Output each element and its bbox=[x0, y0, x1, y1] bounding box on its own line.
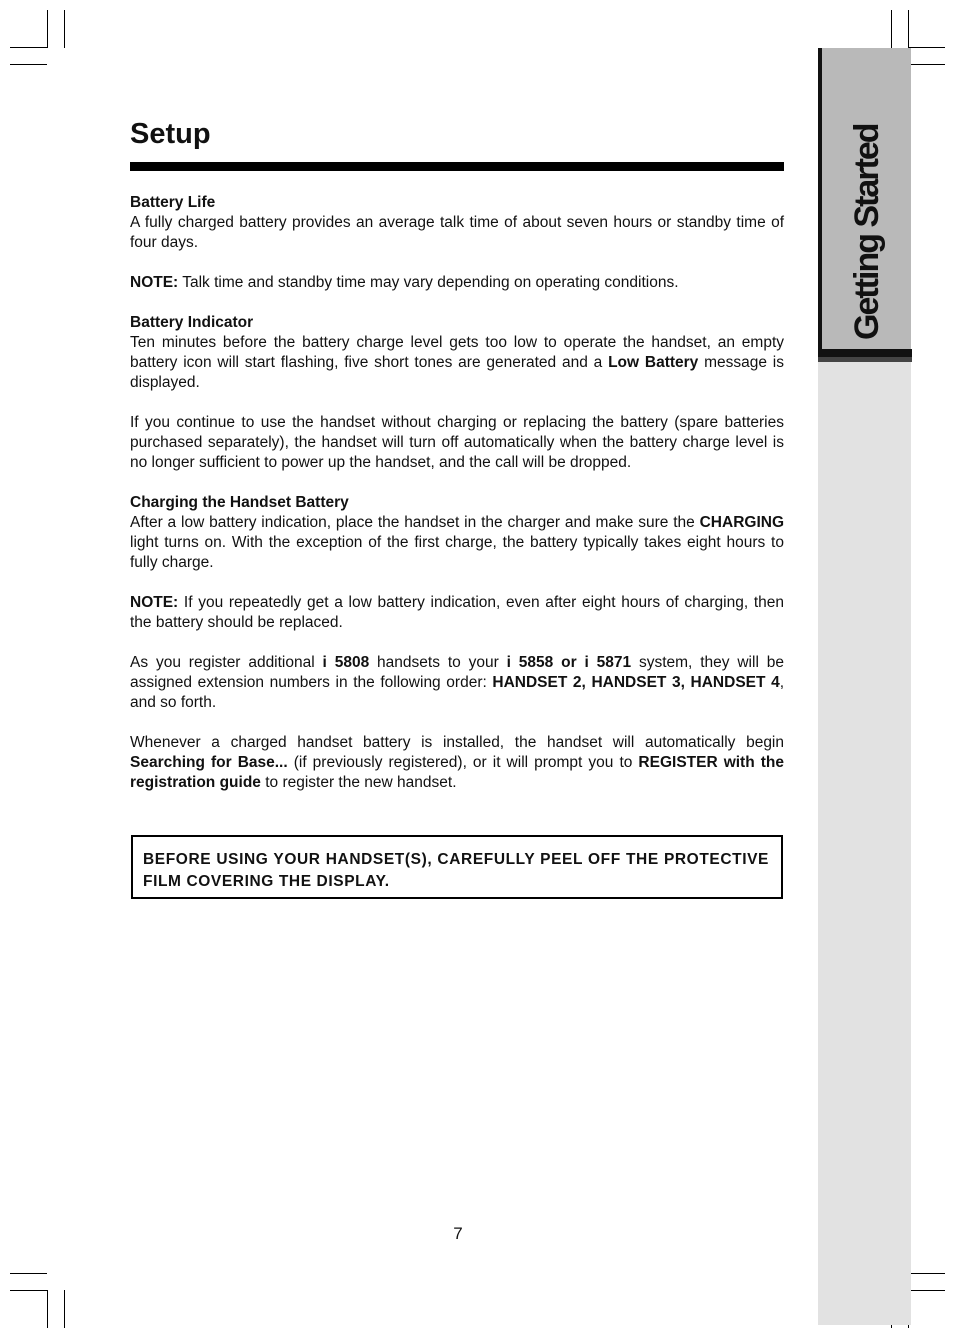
battery-life-text: A fully charged battery provides an average talk time of about seven hours or standby time of four days. bbox=[130, 214, 784, 251]
side-tab-label: Getting Started bbox=[848, 124, 886, 340]
register-text-3: system, they will be assigned extension numbers in the following order: bbox=[130, 654, 784, 691]
note-2-label: NOTE: bbox=[130, 594, 179, 611]
register-model-handset: i 5808 bbox=[322, 654, 370, 671]
note-2 bbox=[130, 593, 784, 633]
page-content bbox=[130, 193, 784, 813]
side-tab-stripe bbox=[818, 48, 822, 352]
notice-box: BEFORE USING YOUR HANDSET(S), CAREFULLY PEEL OFF THE PROTECTIVE FILM COVERING THE DISPLAY. bbox=[131, 835, 783, 899]
battery-indicator-text bbox=[130, 333, 784, 393]
charging-section bbox=[130, 493, 784, 573]
register-text-4: , and so forth. bbox=[130, 674, 785, 711]
register-paragraph bbox=[130, 653, 784, 713]
note-1-label: NOTE: bbox=[130, 274, 179, 291]
note-2-text: If you repeatedly get a low battery indication, even after eight hours of charging, then the battery should be replaced. bbox=[130, 594, 784, 631]
side-tab-bar-shadow bbox=[818, 357, 912, 362]
page-title: Setup bbox=[130, 118, 211, 150]
battery-life-heading: Battery Life bbox=[130, 194, 216, 211]
searching-term: Searching for Base... bbox=[130, 754, 288, 771]
whenever-text-3: to register the new handset. bbox=[260, 774, 457, 791]
charging-term: CHARGING bbox=[699, 514, 784, 531]
battery-indicator-section bbox=[130, 313, 784, 393]
note-1 bbox=[130, 273, 784, 293]
charging-heading: Charging the Handset Battery bbox=[130, 494, 349, 511]
battery-indicator-text-1: Ten minutes before the battery charge level gets too low to operate the handset, an empty battery icon will start flashing, five short tones are generated and a bbox=[130, 334, 784, 371]
whenever-paragraph bbox=[130, 733, 784, 793]
continue-paragraph: If you continue to use the handset without charging or replacing the battery (spare batteries purchased separately), the handset will turn off automatically when the battery charge level is no longer sufficient to power up the handset, and the call will be dropped. bbox=[130, 414, 784, 471]
charging-text bbox=[130, 513, 784, 573]
whenever-text-2: (if previously registered), or it will prompt you to bbox=[287, 754, 639, 771]
note-1-text: Talk time and standby time may vary depending on operating conditions. bbox=[178, 274, 679, 291]
page-number: 7 bbox=[453, 1224, 463, 1243]
battery-indicator-text-2: message is displayed. bbox=[130, 354, 784, 391]
charging-text-1: After a low battery indication, place the handset in the charger and make sure the bbox=[130, 514, 700, 531]
register-handset-order: HANDSET 2, HANDSET 3, HANDSET 4 bbox=[492, 674, 780, 691]
charging-text-2: light turns on. With the exception of the first charge, the battery typically takes eight hours to fully charge. bbox=[130, 534, 784, 571]
register-term: REGISTER with the registration guide bbox=[130, 754, 784, 791]
register-text-2: handsets to your bbox=[369, 654, 507, 671]
battery-life-section bbox=[130, 193, 784, 253]
battery-indicator-heading: Battery Indicator bbox=[130, 314, 254, 331]
register-model-system: i 5858 or i 5871 bbox=[506, 654, 632, 671]
side-tab-bar bbox=[818, 349, 912, 357]
title-rule bbox=[130, 162, 784, 171]
whenever-text-1: Whenever a charged handset battery is installed, the handset will automatically begin bbox=[130, 734, 784, 751]
register-text-1: As you register additional bbox=[130, 654, 323, 671]
low-battery-term: Low Battery bbox=[608, 354, 699, 371]
